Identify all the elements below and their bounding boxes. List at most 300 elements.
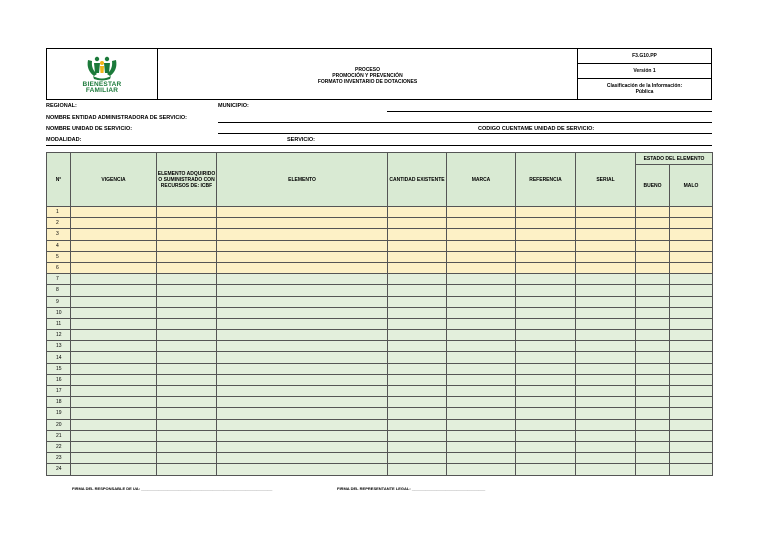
table-cell[interactable] (447, 307, 516, 318)
table-cell[interactable] (636, 386, 670, 397)
table-cell[interactable] (157, 352, 217, 363)
table-row (47, 464, 713, 475)
table-cell[interactable] (670, 330, 713, 341)
table-cell[interactable] (576, 218, 636, 229)
table-cell[interactable] (388, 441, 447, 452)
table-cell[interactable] (576, 341, 636, 352)
table-cell[interactable] (71, 419, 157, 430)
table-cell[interactable] (157, 464, 217, 475)
table-row (47, 229, 713, 240)
table-cell[interactable] (636, 307, 670, 318)
table-cell[interactable] (670, 296, 713, 307)
table-cell[interactable] (670, 207, 713, 218)
table-cell[interactable] (576, 464, 636, 475)
table-cell[interactable] (670, 363, 713, 374)
table-cell[interactable] (576, 419, 636, 430)
table-cell[interactable] (576, 330, 636, 341)
table-row (47, 218, 713, 229)
table-cell[interactable] (670, 307, 713, 318)
table-cell[interactable] (576, 374, 636, 385)
table-row (47, 207, 713, 218)
table-cell[interactable] (388, 386, 447, 397)
table-cell[interactable] (157, 430, 217, 441)
table-row (47, 262, 713, 273)
table-cell[interactable] (516, 307, 576, 318)
table-cell[interactable] (388, 464, 447, 475)
process-name: PROMOCIÓN Y PREVENCIÓN (332, 73, 403, 79)
table-cell[interactable] (157, 408, 217, 419)
inventory-table-body (47, 207, 713, 476)
table-cell[interactable] (670, 229, 713, 240)
col-header-elemento: ELEMENTO (217, 153, 388, 207)
table-cell[interactable] (71, 453, 157, 464)
table-cell[interactable] (388, 207, 447, 218)
table-cell[interactable] (447, 430, 516, 441)
table-cell[interactable] (516, 274, 576, 285)
table-cell[interactable] (157, 397, 217, 408)
table-cell[interactable] (576, 240, 636, 251)
table-cell[interactable] (71, 397, 157, 408)
table-cell[interactable] (636, 374, 670, 385)
table-row (47, 408, 713, 419)
table-cell[interactable] (71, 285, 157, 296)
format-title: FORMATO INVENTARIO DE DOTACIONES (317, 79, 418, 85)
logo (47, 49, 158, 99)
table-cell[interactable] (157, 363, 217, 374)
table-row (47, 318, 713, 329)
table-cell[interactable] (447, 330, 516, 341)
table-cell[interactable] (516, 262, 576, 273)
table-cell[interactable] (670, 374, 713, 385)
table-cell[interactable] (516, 218, 576, 229)
table-cell[interactable] (71, 229, 157, 240)
table-row (47, 240, 713, 251)
table-cell[interactable] (157, 240, 217, 251)
table-cell[interactable] (388, 218, 447, 229)
row-number: 14 (47, 352, 71, 363)
table-cell[interactable] (670, 262, 713, 273)
modalidad-field[interactable] (46, 145, 712, 146)
table-cell[interactable] (670, 240, 713, 251)
table-row (47, 430, 713, 441)
table-row (47, 453, 713, 464)
table-cell[interactable] (516, 374, 576, 385)
table-cell[interactable] (388, 363, 447, 374)
entidad-label: NOMBRE ENTIDAD ADMINISTRADORA DE SERVICIO: (46, 115, 187, 121)
table-cell[interactable] (576, 352, 636, 363)
row-number: 21 (47, 430, 71, 441)
table-cell[interactable] (576, 397, 636, 408)
table-cell[interactable] (636, 285, 670, 296)
table-cell[interactable] (447, 453, 516, 464)
table-cell[interactable] (670, 285, 713, 296)
table-cell[interactable] (157, 296, 217, 307)
table-row (47, 296, 713, 307)
table-cell[interactable] (447, 251, 516, 262)
row-number: 5 (47, 251, 71, 262)
table-cell[interactable] (217, 285, 388, 296)
table-cell[interactable] (157, 307, 217, 318)
table-cell[interactable] (636, 397, 670, 408)
table-row (47, 441, 713, 452)
table-cell[interactable] (157, 262, 217, 273)
col-header-serial: SERIAL (576, 153, 636, 207)
table-cell[interactable] (217, 274, 388, 285)
table-cell[interactable] (636, 441, 670, 452)
table-row (47, 397, 713, 408)
table-cell[interactable] (157, 341, 217, 352)
table-cell[interactable] (447, 341, 516, 352)
table-cell[interactable] (157, 419, 217, 430)
table-cell[interactable] (576, 441, 636, 452)
table-cell[interactable] (217, 441, 388, 452)
table-cell[interactable] (71, 464, 157, 475)
table-cell[interactable] (670, 251, 713, 262)
table-cell[interactable] (447, 318, 516, 329)
row-number: 1 (47, 207, 71, 218)
row-number: 8 (47, 285, 71, 296)
table-cell[interactable] (576, 453, 636, 464)
table-row (47, 307, 713, 318)
table-cell[interactable] (388, 296, 447, 307)
table-cell[interactable] (516, 251, 576, 262)
table-cell[interactable] (157, 386, 217, 397)
table-cell[interactable] (217, 262, 388, 273)
table-cell[interactable] (217, 453, 388, 464)
table-cell[interactable] (71, 430, 157, 441)
table-cell[interactable] (388, 397, 447, 408)
table-cell[interactable] (388, 453, 447, 464)
row-number: 10 (47, 307, 71, 318)
table-row (47, 419, 713, 430)
row-number: 15 (47, 363, 71, 374)
table-cell[interactable] (388, 430, 447, 441)
logo-text-line1: BIENESTAR (82, 80, 122, 88)
table-cell[interactable] (217, 374, 388, 385)
row-number: 6 (47, 262, 71, 273)
municipio-field[interactable] (387, 111, 712, 112)
table-cell[interactable] (516, 240, 576, 251)
table-cell[interactable] (516, 386, 576, 397)
table-cell[interactable] (71, 352, 157, 363)
table-cell[interactable] (447, 386, 516, 397)
table-cell[interactable] (217, 352, 388, 363)
table-cell[interactable] (636, 419, 670, 430)
col-header-adquirido: ELEMENTO ADQUIRIDO O SUMINISTRADO CON RECURSOS DE: ICBF (157, 153, 217, 207)
table-cell[interactable] (576, 251, 636, 262)
table-cell[interactable] (516, 229, 576, 240)
table-cell[interactable] (670, 274, 713, 285)
table-cell[interactable] (636, 207, 670, 218)
table-cell[interactable] (576, 386, 636, 397)
table-cell[interactable] (157, 318, 217, 329)
table-cell[interactable] (447, 419, 516, 430)
table-cell[interactable] (157, 274, 217, 285)
table-row (47, 274, 713, 285)
table-cell[interactable] (576, 274, 636, 285)
row-number: 19 (47, 408, 71, 419)
table-cell[interactable] (388, 374, 447, 385)
table-cell[interactable] (636, 218, 670, 229)
table-cell[interactable] (516, 363, 576, 374)
table-cell[interactable] (388, 251, 447, 262)
table-cell[interactable] (388, 330, 447, 341)
table-cell[interactable] (636, 453, 670, 464)
table-cell[interactable] (71, 386, 157, 397)
logo-text-line2: FAMILIAR (85, 87, 119, 94)
table-cell[interactable] (71, 341, 157, 352)
table-cell[interactable] (516, 352, 576, 363)
table-cell[interactable] (71, 363, 157, 374)
table-cell[interactable] (71, 207, 157, 218)
table-row (47, 363, 713, 374)
table-cell[interactable] (516, 341, 576, 352)
codigo-label: CODIGO CUENTAME UNIDAD DE SERVICIO: (478, 126, 595, 132)
unidad-label: NOMBRE UNIDAD DE SERVICIO: (46, 126, 133, 132)
table-cell[interactable] (576, 262, 636, 273)
col-header-num: N° (47, 153, 71, 207)
table-row (47, 330, 713, 341)
table-cell[interactable] (670, 318, 713, 329)
table-cell[interactable] (670, 386, 713, 397)
table-cell[interactable] (157, 218, 217, 229)
table-cell[interactable] (447, 363, 516, 374)
table-cell[interactable] (636, 318, 670, 329)
table-cell[interactable] (670, 464, 713, 475)
col-header-referencia: REFERENCIA (516, 153, 576, 207)
table-cell[interactable] (217, 207, 388, 218)
table-cell[interactable] (217, 430, 388, 441)
table-cell[interactable] (670, 341, 713, 352)
table-cell[interactable] (576, 296, 636, 307)
table-cell[interactable] (636, 262, 670, 273)
table-cell[interactable] (217, 386, 388, 397)
table-row (47, 341, 713, 352)
table-cell[interactable] (447, 374, 516, 385)
table-cell[interactable] (516, 207, 576, 218)
table-cell[interactable] (71, 374, 157, 385)
table-cell[interactable] (670, 408, 713, 419)
table-cell[interactable] (636, 430, 670, 441)
table-cell[interactable] (217, 240, 388, 251)
table-cell[interactable] (217, 408, 388, 419)
row-number: 2 (47, 218, 71, 229)
table-cell[interactable] (636, 296, 670, 307)
table-cell[interactable] (71, 307, 157, 318)
process-label: PROCESO (354, 67, 380, 73)
table-cell[interactable] (447, 397, 516, 408)
unidad-field[interactable] (218, 133, 712, 134)
municipio-label: MUNICIPIO: (218, 103, 249, 109)
table-cell[interactable] (636, 408, 670, 419)
table-cell[interactable] (217, 464, 388, 475)
row-number: 18 (47, 397, 71, 408)
table-cell[interactable] (447, 229, 516, 240)
table-cell[interactable] (157, 441, 217, 452)
table-cell[interactable] (217, 251, 388, 262)
table-cell[interactable] (388, 341, 447, 352)
table-cell[interactable] (670, 419, 713, 430)
table-cell[interactable] (71, 441, 157, 452)
row-number: 23 (47, 453, 71, 464)
table-cell[interactable] (71, 274, 157, 285)
table-cell[interactable] (388, 229, 447, 240)
table-cell[interactable] (576, 408, 636, 419)
table-cell[interactable] (217, 341, 388, 352)
table-cell[interactable] (157, 374, 217, 385)
table-cell[interactable] (157, 330, 217, 341)
table-cell[interactable] (576, 430, 636, 441)
table-cell[interactable] (576, 285, 636, 296)
table-cell[interactable] (636, 363, 670, 374)
table-cell[interactable] (447, 285, 516, 296)
row-number: 17 (47, 386, 71, 397)
table-cell[interactable] (516, 441, 576, 452)
table-cell[interactable] (576, 229, 636, 240)
table-cell[interactable] (217, 307, 388, 318)
col-header-bueno: BUENO (636, 165, 670, 207)
table-cell[interactable] (447, 296, 516, 307)
table-cell[interactable] (636, 352, 670, 363)
form-version: Versión 1 (578, 64, 711, 79)
row-number: 3 (47, 229, 71, 240)
table-cell[interactable] (447, 274, 516, 285)
row-number: 16 (47, 374, 71, 385)
table-cell[interactable] (71, 251, 157, 262)
row-number: 22 (47, 441, 71, 452)
table-cell[interactable] (670, 441, 713, 452)
row-number: 9 (47, 296, 71, 307)
table-cell[interactable] (71, 408, 157, 419)
table-cell[interactable] (217, 363, 388, 374)
row-number: 20 (47, 419, 71, 430)
table-cell[interactable] (217, 330, 388, 341)
table-cell[interactable] (157, 285, 217, 296)
table-cell[interactable] (217, 229, 388, 240)
table-cell[interactable] (670, 352, 713, 363)
table-cell[interactable] (157, 251, 217, 262)
table-cell[interactable] (71, 296, 157, 307)
signature-representante: FIRMA DEL REPRESENTANTE LEGAL: _________________________________ (337, 486, 486, 491)
regional-label: REGIONAL: (46, 103, 77, 109)
table-cell[interactable] (447, 352, 516, 363)
table-cell[interactable] (388, 240, 447, 251)
table-cell[interactable] (636, 240, 670, 251)
table-cell[interactable] (447, 240, 516, 251)
table-cell[interactable] (388, 352, 447, 363)
table-cell[interactable] (516, 397, 576, 408)
row-number: 13 (47, 341, 71, 352)
table-cell[interactable] (516, 285, 576, 296)
table-cell[interactable] (388, 307, 447, 318)
table-cell[interactable] (388, 274, 447, 285)
table-cell[interactable] (71, 262, 157, 273)
table-cell[interactable] (157, 229, 217, 240)
table-cell[interactable] (447, 207, 516, 218)
table-cell[interactable] (388, 285, 447, 296)
col-header-cantidad: CANTIDAD EXISTENTE (388, 153, 447, 207)
row-number: 4 (47, 240, 71, 251)
table-cell[interactable] (447, 218, 516, 229)
table-row (47, 374, 713, 385)
form-header (46, 48, 712, 100)
table-cell[interactable] (636, 251, 670, 262)
col-header-malo: MALO (670, 165, 713, 207)
table-cell[interactable] (516, 419, 576, 430)
classification-value: Pública (635, 89, 654, 95)
table-cell[interactable] (516, 330, 576, 341)
servicio-label: SERVICIO: (287, 137, 316, 143)
inventory-table (46, 152, 713, 476)
table-cell[interactable] (157, 453, 217, 464)
table-cell[interactable] (516, 430, 576, 441)
classification-label: Clasificación de la Información: (606, 83, 683, 89)
row-number: 12 (47, 330, 71, 341)
table-cell[interactable] (447, 464, 516, 475)
table-cell[interactable] (636, 464, 670, 475)
table-cell[interactable] (217, 318, 388, 329)
table-cell[interactable] (516, 453, 576, 464)
table-cell[interactable] (217, 218, 388, 229)
table-cell[interactable] (71, 318, 157, 329)
table-cell[interactable] (576, 307, 636, 318)
table-cell[interactable] (576, 363, 636, 374)
table-cell[interactable] (636, 229, 670, 240)
table-cell[interactable] (576, 318, 636, 329)
table-cell[interactable] (217, 296, 388, 307)
table-cell[interactable] (670, 218, 713, 229)
table-row (47, 251, 713, 262)
row-number: 7 (47, 274, 71, 285)
table-cell[interactable] (71, 218, 157, 229)
bienestar-familiar-logo-icon (84, 54, 120, 82)
table-cell[interactable] (636, 330, 670, 341)
table-cell[interactable] (217, 397, 388, 408)
entidad-field[interactable] (218, 122, 712, 123)
table-cell[interactable] (636, 341, 670, 352)
table-cell[interactable] (217, 419, 388, 430)
table-cell[interactable] (71, 240, 157, 251)
table-cell[interactable] (447, 441, 516, 452)
row-number: 24 (47, 464, 71, 475)
table-cell[interactable] (636, 274, 670, 285)
table-cell[interactable] (71, 330, 157, 341)
table-cell[interactable] (670, 397, 713, 408)
table-cell[interactable] (516, 296, 576, 307)
table-cell[interactable] (516, 464, 576, 475)
classification (578, 79, 711, 99)
table-row (47, 352, 713, 363)
table-cell[interactable] (388, 408, 447, 419)
table-cell[interactable] (516, 318, 576, 329)
row-number: 11 (47, 318, 71, 329)
table-cell[interactable] (388, 419, 447, 430)
form-code: F3.G10.PP (578, 49, 711, 64)
table-cell[interactable] (670, 430, 713, 441)
table-cell[interactable] (516, 408, 576, 419)
col-header-vigencia: VIGENCIA (71, 153, 157, 207)
table-row (47, 285, 713, 296)
table-cell[interactable] (447, 408, 516, 419)
table-cell[interactable] (157, 207, 217, 218)
table-cell[interactable] (447, 262, 516, 273)
table-cell[interactable] (388, 262, 447, 273)
col-header-estado: ESTADO DEL ELEMENTO (636, 153, 713, 165)
table-cell[interactable] (388, 318, 447, 329)
table-cell[interactable] (576, 207, 636, 218)
table-row (47, 386, 713, 397)
table-cell[interactable] (670, 453, 713, 464)
